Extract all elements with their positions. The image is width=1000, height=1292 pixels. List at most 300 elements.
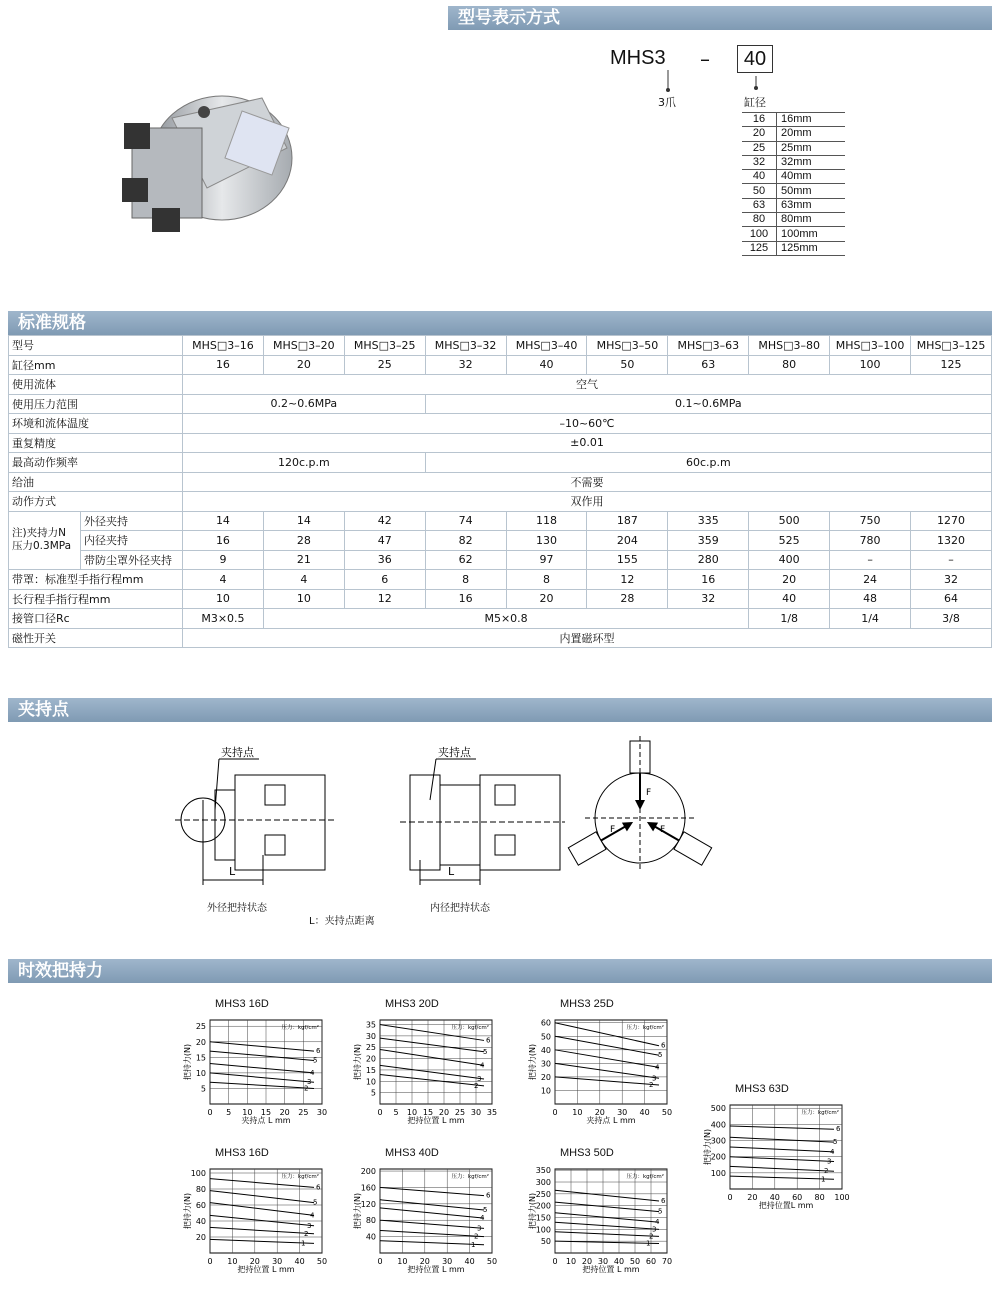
- table-cell: 24: [830, 570, 911, 590]
- x-tick-label: 10: [565, 1257, 577, 1266]
- x-tick-label: 40: [294, 1257, 305, 1266]
- table-cell: 74: [425, 511, 506, 531]
- row-label: 接管口径Rc: [9, 609, 183, 629]
- series-label: 5: [658, 1051, 663, 1060]
- series-label: 3: [307, 1078, 312, 1087]
- table-cell: 9: [183, 550, 264, 570]
- y-tick-label: 30: [540, 1059, 551, 1069]
- y-axis-label: 把持力(N): [353, 1043, 362, 1081]
- x-tick-label: 40: [639, 1108, 650, 1117]
- series-line: [730, 1126, 834, 1129]
- table-cell: 双作用: [183, 492, 992, 512]
- x-tick-label: 35: [486, 1108, 498, 1117]
- chart-title: MHS3 20D: [385, 998, 439, 1010]
- bore-code: 25: [742, 141, 777, 155]
- series-line: [555, 1077, 659, 1085]
- bore-code: 63: [742, 198, 777, 212]
- force-group-label-2: 压力0.3MPa: [12, 540, 72, 553]
- table-cell: 1/8: [749, 609, 830, 629]
- y-tick-label: 100: [710, 1168, 726, 1178]
- series-label: 6: [661, 1041, 666, 1050]
- table-row: [9, 375, 992, 395]
- table-row: [742, 198, 845, 212]
- x-tick-label: 70: [661, 1257, 673, 1266]
- table-row: [9, 589, 992, 609]
- series-label: 3: [652, 1225, 657, 1234]
- series-label: 5: [658, 1207, 663, 1216]
- x-axis-label: 把持位置 L mm: [407, 1265, 465, 1273]
- y-tick-label: 200: [710, 1152, 726, 1162]
- y-tick-label: 20: [365, 1054, 376, 1064]
- table-cell: 16: [183, 355, 264, 375]
- table-cell: 32: [911, 570, 992, 590]
- x-tick-label: 40: [769, 1193, 780, 1202]
- series-label: 1: [821, 1175, 826, 1184]
- bore-code-box: 40: [737, 45, 773, 73]
- series-line: [555, 1232, 659, 1237]
- table-cell: 750: [830, 511, 911, 531]
- series-line: [210, 1203, 314, 1216]
- table-cell: 32: [668, 589, 749, 609]
- force-group-label-1: 注)夹持力N: [12, 527, 66, 540]
- spec-table: [8, 335, 992, 648]
- table-row: [9, 336, 992, 356]
- pressure-legend: 压力：kgf/cm²: [281, 1174, 319, 1180]
- y-tick-label: 5: [200, 1084, 206, 1094]
- chart-title: MHS3 16D: [215, 998, 269, 1010]
- series-line: [210, 1064, 314, 1073]
- table-cell: 187: [587, 511, 668, 531]
- table-cell: 4: [183, 570, 264, 590]
- series-label: 2: [649, 1232, 654, 1241]
- y-axis-label: 把持力(N): [183, 1192, 192, 1230]
- series-line: [555, 1241, 659, 1243]
- series-line: [380, 1200, 484, 1210]
- force-F-label: F: [660, 825, 666, 835]
- table-cell: 16: [183, 531, 264, 551]
- table-cell: 204: [587, 531, 668, 551]
- x-tick-label: 60: [645, 1257, 657, 1266]
- model-dash: –: [700, 47, 710, 71]
- series-line: [380, 1038, 484, 1052]
- table-cell: MHS□3–25: [344, 336, 425, 356]
- x-tick-label: 0: [207, 1257, 213, 1266]
- y-tick-label: 40: [195, 1217, 206, 1226]
- row-label: 带防尘罩外径夹持: [81, 550, 183, 570]
- table-cell: MHS□3–100: [830, 336, 911, 356]
- series-label: 2: [474, 1081, 479, 1090]
- row-label: 带罩：标准型手指行程mm: [9, 570, 183, 590]
- x-tick-label: 25: [298, 1108, 309, 1117]
- pressure-legend: 压力：kgf/cm²: [626, 1174, 664, 1180]
- series-label: 6: [486, 1036, 491, 1045]
- table-cell: 14: [263, 511, 344, 531]
- ext-caption: 外径把持状态: [207, 903, 267, 914]
- x-tick-label: 10: [227, 1257, 238, 1266]
- series-line: [210, 1042, 314, 1051]
- table-cell: 64: [911, 589, 992, 609]
- jaw-label: 3爪: [658, 96, 676, 109]
- y-tick-label: 60: [195, 1201, 206, 1210]
- table-cell: M5×0.8: [263, 609, 748, 629]
- table-cell: MHS□3–16: [183, 336, 264, 356]
- series-label: 2: [649, 1081, 654, 1090]
- table-row: [9, 609, 992, 629]
- bore-label: 缸径: [744, 96, 766, 109]
- y-tick-label: 40: [365, 1232, 376, 1242]
- grip-force-chart: [350, 1004, 510, 1124]
- bore-size: 100mm: [777, 227, 846, 241]
- internal-grip-diagram: [400, 740, 570, 890]
- series-label: 2: [824, 1167, 829, 1176]
- bore-code: 125: [742, 241, 777, 255]
- series-label: 4: [655, 1218, 660, 1227]
- series-line: [210, 1051, 314, 1060]
- grip-force-chart: [350, 1153, 510, 1273]
- table-cell: 20: [506, 589, 587, 609]
- table-row: [742, 213, 845, 227]
- table-row: [742, 141, 845, 155]
- bore-code: 100: [742, 227, 777, 241]
- pressure-legend: 压力：kgf/cm²: [281, 1025, 319, 1031]
- external-grip-diagram: [175, 740, 345, 890]
- table-row: [9, 492, 992, 512]
- table-cell: 118: [506, 511, 587, 531]
- bore-size: 16mm: [777, 113, 846, 127]
- table-cell: 8: [425, 570, 506, 590]
- x-axis-label: 把持位置 L mm: [582, 1265, 640, 1273]
- code-leader-lines: [600, 68, 800, 108]
- table-row: [9, 531, 992, 551]
- series-line: [555, 1190, 659, 1201]
- int-caption: 内径把持状态: [430, 903, 490, 914]
- series-label: 6: [316, 1047, 321, 1056]
- series-label: 4: [310, 1068, 315, 1077]
- series-line: [730, 1137, 834, 1142]
- x-tick-label: 10: [397, 1257, 408, 1266]
- y-tick-label: 40: [540, 1045, 551, 1055]
- bore-size: 63mm: [777, 198, 846, 212]
- series-line: [380, 1050, 484, 1066]
- table-cell: 不需要: [183, 472, 992, 492]
- series-line: [380, 1230, 484, 1236]
- table-row: [9, 570, 992, 590]
- x-tick-label: 20: [279, 1108, 290, 1117]
- y-tick-label: 30: [365, 1031, 376, 1041]
- series-label: 6: [836, 1125, 841, 1134]
- section-title-grip-force: 时效把持力: [8, 959, 992, 983]
- x-tick-label: 15: [422, 1108, 434, 1117]
- series-line: [210, 1082, 314, 1088]
- grip-force-chart: [525, 1153, 685, 1273]
- x-tick-label: 50: [629, 1257, 641, 1266]
- grip-force-chart: [180, 1153, 340, 1273]
- y-tick-label: 60: [540, 1018, 551, 1028]
- series-line: [210, 1073, 314, 1082]
- table-cell: 0.2~0.6MPa: [183, 394, 426, 414]
- x-tick-label: 40: [464, 1257, 475, 1266]
- series-line: [555, 1222, 659, 1229]
- series-label: 4: [310, 1211, 315, 1220]
- x-tick-label: 10: [572, 1108, 583, 1117]
- dimension-L: L: [229, 865, 236, 878]
- y-tick-label: 15: [365, 1065, 376, 1075]
- table-cell: 12: [587, 570, 668, 590]
- bore-size: 125mm: [777, 241, 846, 255]
- bore-code: 50: [742, 184, 777, 198]
- pressure-legend: 压力：kgf/cm²: [451, 1174, 489, 1180]
- table-row: [9, 628, 992, 648]
- series-line: [380, 1187, 484, 1195]
- series-line: [380, 1241, 484, 1245]
- series-label: 5: [483, 1047, 488, 1056]
- table-cell: 335: [668, 511, 749, 531]
- table-cell: 47: [344, 531, 425, 551]
- table-cell: 10: [263, 589, 344, 609]
- table-cell: 125: [911, 355, 992, 375]
- product-image: [112, 78, 302, 248]
- row-label: 环境和流体温度: [9, 414, 183, 434]
- bore-code: 32: [742, 155, 777, 169]
- table-row: [9, 550, 992, 570]
- bore-code: 80: [742, 213, 777, 227]
- series-label: 4: [830, 1147, 835, 1156]
- x-tick-label: 50: [316, 1257, 328, 1266]
- row-label: 重复精度: [9, 433, 183, 453]
- x-tick-label: 10: [406, 1108, 418, 1117]
- table-row: [742, 155, 845, 169]
- table-cell: 97: [506, 550, 587, 570]
- table-cell: 32: [425, 355, 506, 375]
- row-label: 缸径mm: [9, 355, 183, 375]
- series-line: [730, 1147, 834, 1152]
- y-tick-label: 200: [360, 1167, 376, 1177]
- table-row: [742, 241, 845, 255]
- table-row: [742, 184, 845, 198]
- table-cell: 内置磁环型: [183, 628, 992, 648]
- y-tick-label: 50: [540, 1032, 551, 1042]
- table-cell: ±0.01: [183, 433, 992, 453]
- y-tick-label: 10: [195, 1068, 206, 1078]
- table-cell: 130: [506, 531, 587, 551]
- table-cell: 14: [183, 511, 264, 531]
- y-tick-label: 300: [535, 1178, 551, 1188]
- y-tick-label: 80: [195, 1185, 206, 1194]
- series-label: 5: [313, 1056, 318, 1065]
- series-line: [380, 1074, 484, 1085]
- table-cell: 0.1~0.6MPa: [425, 394, 991, 414]
- series-line: [210, 1239, 314, 1243]
- table-row: [9, 472, 992, 492]
- table-cell: 63: [668, 355, 749, 375]
- series-line: [730, 1166, 834, 1171]
- force-F-label: F: [610, 825, 616, 835]
- x-tick-label: 20: [747, 1193, 758, 1202]
- table-cell: 20: [749, 570, 830, 590]
- x-tick-label: 20: [594, 1108, 605, 1117]
- bore-code: 16: [742, 113, 777, 127]
- series-line: [730, 1157, 834, 1162]
- table-cell: 8: [506, 570, 587, 590]
- grip-force-chart: [180, 1004, 340, 1124]
- plot-frame: [555, 1020, 667, 1104]
- table-cell: 36: [344, 550, 425, 570]
- table-cell: 25: [344, 355, 425, 375]
- x-tick-label: 30: [617, 1108, 628, 1117]
- x-tick-label: 20: [419, 1257, 430, 1266]
- x-axis-label: 夹持点 L mm: [586, 1116, 636, 1124]
- pressure-legend: 压力：kgf/cm²: [451, 1025, 489, 1031]
- y-tick-label: 20: [195, 1037, 206, 1047]
- bore-code: 20: [742, 127, 777, 141]
- series-label: 1: [301, 1239, 306, 1248]
- y-tick-label: 25: [195, 1022, 206, 1032]
- table-row: [9, 453, 992, 473]
- y-axis-label: 把持力(N): [353, 1192, 362, 1230]
- y-tick-label: 20: [195, 1233, 206, 1242]
- x-tick-label: 60: [792, 1193, 803, 1202]
- y-tick-label: 400: [710, 1120, 726, 1130]
- table-cell: 62: [425, 550, 506, 570]
- y-axis-label: 把持力(N): [528, 1043, 537, 1081]
- y-tick-label: 10: [540, 1086, 551, 1096]
- series-label: 3: [477, 1224, 482, 1233]
- chart-title: MHS3 16D: [215, 1147, 269, 1159]
- section-title-grip-point: 夹持点: [8, 698, 992, 722]
- table-cell: 60c.p.m: [425, 453, 991, 473]
- table-cell: 1270: [911, 511, 992, 531]
- y-tick-label: 100: [535, 1225, 551, 1235]
- bore-options-table: [742, 112, 845, 256]
- x-axis-label: 夹持点 L mm: [241, 1116, 291, 1124]
- table-cell: 400: [749, 550, 830, 570]
- y-tick-label: 300: [710, 1136, 726, 1146]
- y-tick-label: 80: [365, 1216, 376, 1226]
- row-label: 长行程手指行程mm: [9, 589, 183, 609]
- series-label: 5: [313, 1198, 318, 1207]
- table-cell: MHS□3–20: [263, 336, 344, 356]
- bore-code: 40: [742, 170, 777, 184]
- model-prefix: MHS3: [610, 47, 666, 69]
- x-axis-label: 把持位置 L mm: [407, 1116, 465, 1124]
- x-axis-label: 把持位置 L mm: [237, 1265, 295, 1273]
- row-label: 使用流体: [9, 375, 183, 395]
- pressure-legend: 压力：kgf/cm²: [626, 1025, 664, 1031]
- series-label: 1: [646, 1239, 651, 1248]
- table-cell: 80: [749, 355, 830, 375]
- row-label: 动作方式: [9, 492, 183, 512]
- series-label: 3: [827, 1157, 832, 1166]
- table-cell: 48: [830, 589, 911, 609]
- table-row: [742, 127, 845, 141]
- row-label: 使用压力范围: [9, 394, 183, 414]
- series-label: 5: [483, 1205, 488, 1214]
- y-tick-label: 5: [370, 1088, 376, 1098]
- table-cell: 4: [263, 570, 344, 590]
- table-cell: 500: [749, 511, 830, 531]
- y-tick-label: 10: [365, 1077, 376, 1087]
- x-tick-label: 20: [249, 1257, 260, 1266]
- bore-size: 25mm: [777, 141, 846, 155]
- section-title-spec: 标准规格: [8, 311, 992, 335]
- x-tick-label: 15: [260, 1108, 272, 1117]
- y-tick-label: 160: [360, 1183, 376, 1193]
- x-tick-label: 0: [377, 1257, 383, 1266]
- table-cell: 28: [587, 589, 668, 609]
- x-tick-label: 40: [613, 1257, 625, 1266]
- x-tick-label: 100: [834, 1193, 850, 1202]
- force-direction-diagram: [560, 736, 720, 876]
- grip-note: L：夹持点距离: [309, 916, 375, 927]
- grip-force-chart: [700, 1089, 860, 1209]
- table-row: [742, 113, 845, 127]
- table-row: [742, 227, 845, 241]
- table-cell: 120c.p.m: [183, 453, 426, 473]
- table-cell: 6: [344, 570, 425, 590]
- series-label: 4: [480, 1214, 485, 1223]
- table-cell: M3×0.5: [183, 609, 264, 629]
- series-line: [730, 1176, 834, 1179]
- chart-title: MHS3 40D: [385, 1147, 439, 1159]
- x-tick-label: 30: [597, 1257, 609, 1266]
- grip-point-label: 夹持点: [221, 746, 254, 759]
- table-cell: 16: [425, 589, 506, 609]
- bore-size: 20mm: [777, 127, 846, 141]
- y-tick-label: 20: [540, 1072, 551, 1082]
- table-cell: 3/8: [911, 609, 992, 629]
- table-cell: –: [830, 550, 911, 570]
- x-tick-label: 0: [552, 1108, 558, 1117]
- table-row: [9, 511, 992, 531]
- table-cell: MHS□3–63: [668, 336, 749, 356]
- col-header: 型号: [9, 336, 183, 356]
- row-label: 外径夹持: [81, 511, 183, 531]
- table-cell: 42: [344, 511, 425, 531]
- x-tick-label: 30: [470, 1108, 482, 1117]
- table-cell: 155: [587, 550, 668, 570]
- table-cell: 82: [425, 531, 506, 551]
- series-label: 6: [316, 1183, 321, 1192]
- grip-force-chart: [525, 1004, 685, 1124]
- table-cell: –10~60℃: [183, 414, 992, 434]
- table-cell: 359: [668, 531, 749, 551]
- grip-point-label: 夹持点: [438, 746, 471, 759]
- x-tick-label: 0: [552, 1257, 558, 1266]
- series-label: 2: [304, 1229, 309, 1238]
- x-tick-label: 0: [377, 1108, 383, 1117]
- y-axis-label: 把持力(N): [703, 1128, 712, 1166]
- y-axis-label: 把持力(N): [183, 1043, 192, 1081]
- dimension-L: L: [448, 865, 455, 878]
- bore-size: 32mm: [777, 155, 846, 169]
- series-label: 3: [652, 1074, 657, 1083]
- chart-title: MHS3 50D: [560, 1147, 614, 1159]
- series-label: 3: [307, 1221, 312, 1230]
- series-label: 5: [833, 1138, 838, 1147]
- table-row: [742, 170, 845, 184]
- x-tick-label: 50: [661, 1108, 673, 1117]
- bore-size: 40mm: [777, 170, 846, 184]
- y-tick-label: 250: [535, 1189, 551, 1199]
- x-axis-label: 把持位置L mm: [758, 1201, 814, 1209]
- y-tick-label: 350: [535, 1166, 551, 1176]
- series-line: [380, 1220, 484, 1228]
- chart-title: MHS3 63D: [735, 1083, 789, 1095]
- x-tick-label: 5: [226, 1108, 232, 1117]
- series-line: [380, 1208, 484, 1218]
- y-tick-label: 100: [190, 1169, 206, 1178]
- y-axis-label: 把持力(N): [528, 1192, 537, 1230]
